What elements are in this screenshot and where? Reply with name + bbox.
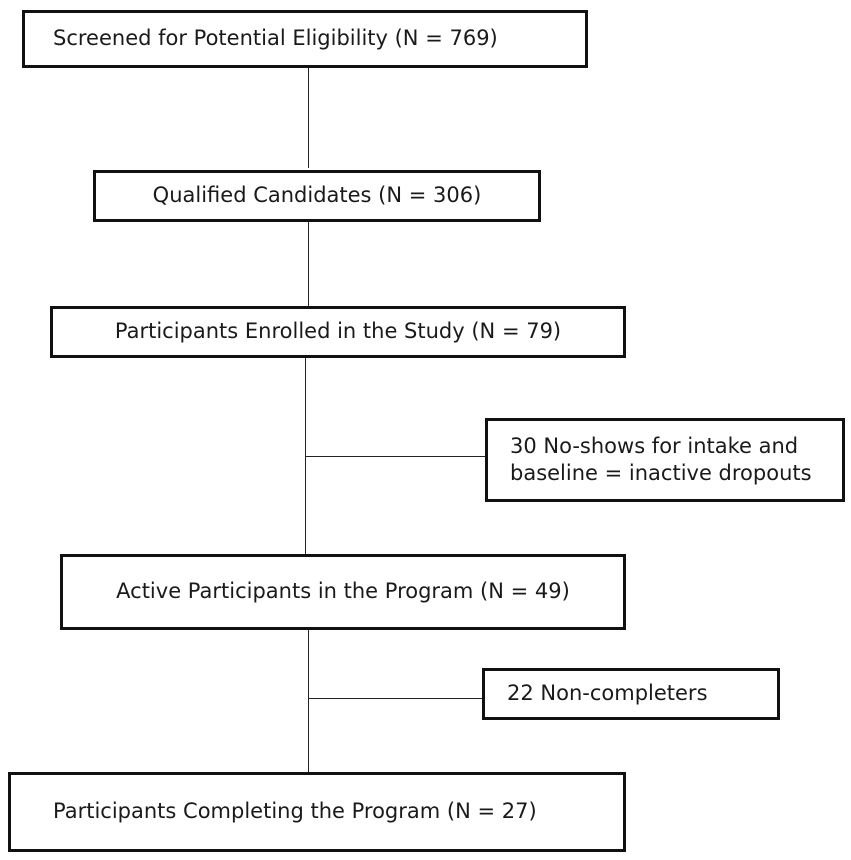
connector-to-non-completers [308, 698, 482, 699]
box-no-shows-line1: 30 No-shows for intake and [510, 433, 799, 458]
box-screened-label: Screened for Potential Eligibility (N = 769) [53, 26, 498, 51]
box-completing-label: Participants Completing the Program (N = 27) [53, 799, 537, 824]
connector-to-no-shows [305, 456, 485, 457]
box-non-completers-label: 22 Non-completers [507, 681, 708, 706]
box-completing [8, 772, 626, 852]
connector-active-to-completing [308, 630, 309, 772]
box-no-shows-line2: baseline = inactive dropouts [510, 461, 812, 485]
box-qualified [93, 170, 541, 222]
box-no-shows [485, 418, 845, 502]
box-enrolled-label: Participants Enrolled in the Study (N = 79) [114, 319, 562, 344]
box-screened [22, 10, 588, 68]
box-active [60, 554, 626, 630]
box-non-completers [482, 668, 780, 720]
box-enrolled [50, 306, 626, 358]
box-qualified-label: Qualified Candidates (N = 306) [152, 183, 482, 208]
connector-qualified-to-enrolled [308, 222, 309, 308]
connector-screened-to-qualified [308, 68, 309, 168]
box-active-label: Active Participants in the Program (N = 49) [116, 579, 570, 604]
